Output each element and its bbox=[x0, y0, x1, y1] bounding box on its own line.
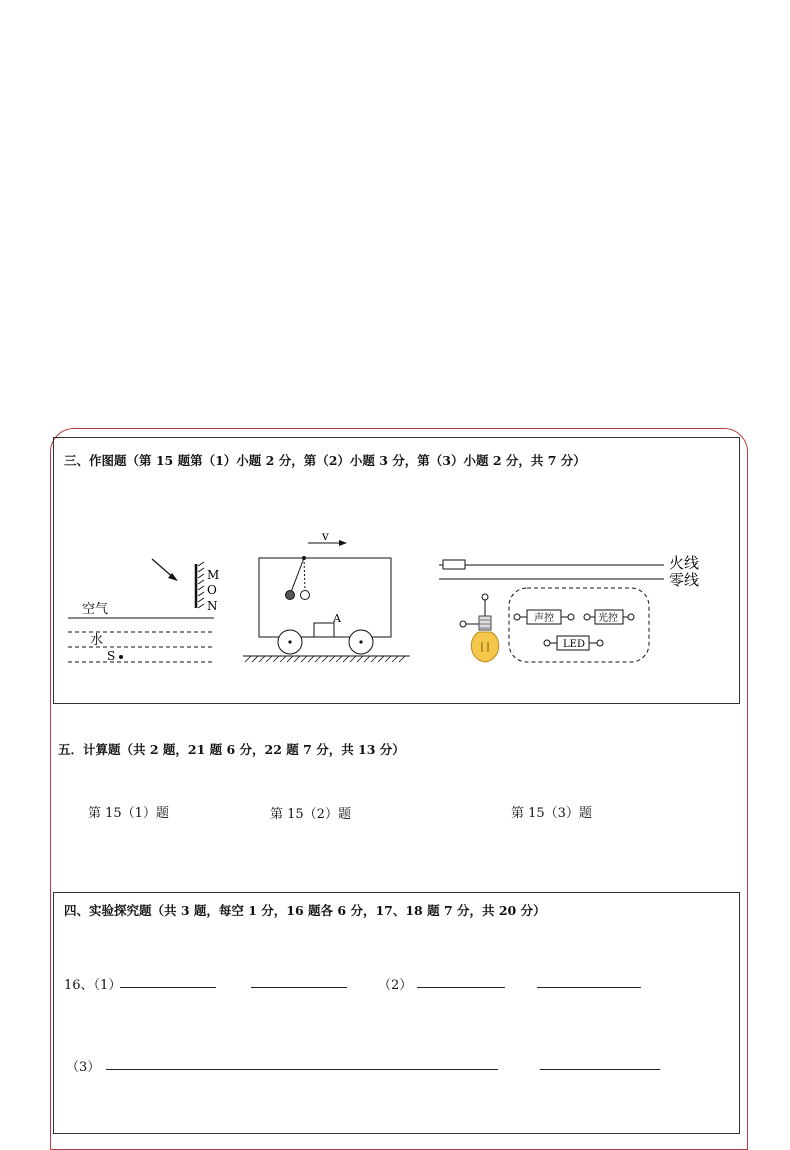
block-a-label: A bbox=[333, 612, 341, 625]
q16-part2-label: （2） bbox=[378, 978, 413, 993]
block-a bbox=[314, 623, 334, 637]
q16-part2-blank-2[interactable] bbox=[537, 987, 641, 988]
live-wire-label: 火线 bbox=[669, 554, 700, 572]
led-label: LED bbox=[563, 639, 585, 650]
medium-label-air: 空气 bbox=[82, 602, 109, 617]
q16-part3-blank-2[interactable] bbox=[540, 1069, 660, 1070]
section-experiment-title: 四、实验探究题（共 3 题，每空 1 分，16 题各 6 分，17、18 题 7 分，共 20 分） bbox=[64, 903, 546, 918]
q16-part3-blank-1[interactable] bbox=[106, 1069, 498, 1070]
control-box bbox=[509, 588, 649, 662]
fuse bbox=[443, 560, 465, 569]
light-bulb bbox=[471, 632, 498, 662]
medium-label-water: 水 bbox=[90, 633, 104, 648]
section-calculation-title: 五．计算题（共 2 题，21 题 6 分，22 题 7 分，共 13 分） bbox=[58, 742, 405, 757]
light-switch-label: 光控 bbox=[598, 613, 618, 624]
mirror-label-n: N bbox=[207, 599, 218, 613]
section-drawing-title: 三、作图题（第 15 题第（1）小题 2 分，第（2）小题 3 分，第（3）小题 2 分，共 7 分） bbox=[64, 453, 586, 468]
answer-label-q15-1: 第 15（1）题 bbox=[88, 806, 169, 821]
q16-part2-blank-1[interactable] bbox=[417, 987, 505, 988]
figure-household-circuit bbox=[435, 546, 710, 670]
velocity-label: v bbox=[322, 529, 329, 543]
point-s-dot bbox=[119, 655, 123, 659]
figure-cart-pendulum bbox=[240, 528, 415, 668]
sound-switch-label: 声控 bbox=[534, 613, 554, 624]
mirror-label-m: M bbox=[207, 568, 220, 582]
section-experiment-box bbox=[53, 892, 740, 1134]
pendulum-bob-light bbox=[301, 591, 310, 600]
q16-part1-blank-2[interactable] bbox=[251, 987, 347, 988]
neutral-wire-label: 零线 bbox=[669, 571, 700, 589]
pendulum-bob-dark bbox=[286, 591, 295, 600]
answer-label-q15-2: 第 15（2）题 bbox=[270, 807, 351, 822]
point-label-s: S bbox=[107, 649, 116, 663]
answer-label-q15-3: 第 15（3）题 bbox=[511, 806, 592, 821]
q16-part1-label: 16、（1） bbox=[64, 978, 122, 993]
mirror-label-o: O bbox=[207, 583, 217, 597]
q16-part1-blank-1[interactable] bbox=[120, 987, 216, 988]
figure-reflection-refraction bbox=[60, 550, 230, 670]
q16-part3-label: （3） bbox=[66, 1060, 101, 1075]
